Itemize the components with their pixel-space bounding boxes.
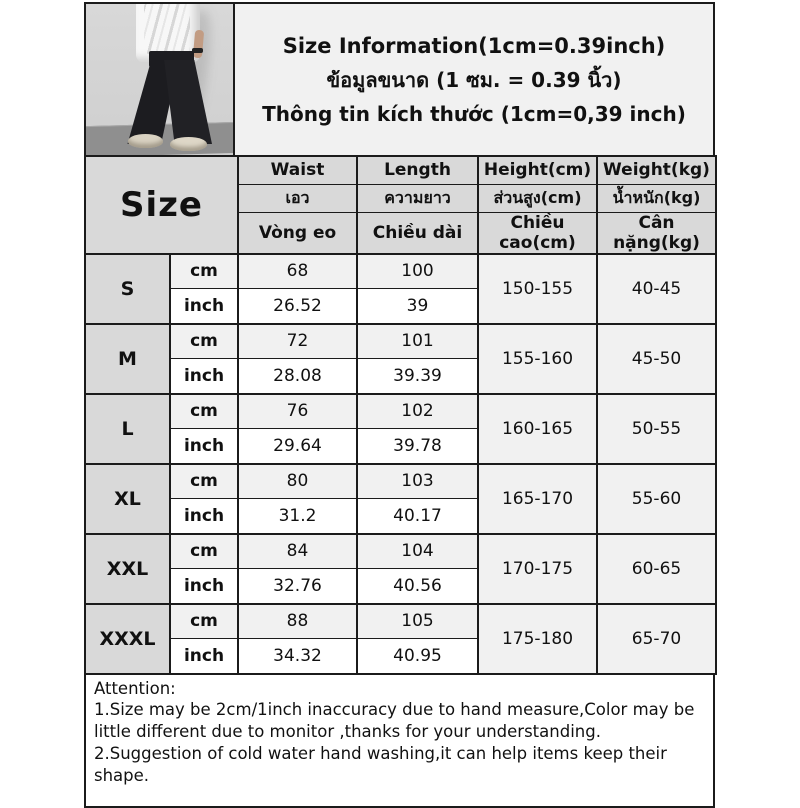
height-range: 165-170 — [478, 464, 597, 534]
waist-inch-value: 31.2 — [238, 499, 357, 534]
size-chart-sheet — [84, 2, 715, 808]
tshirt-print — [144, 2, 190, 54]
size-row-l-cm — [85, 394, 716, 429]
unit-label-cm: cm — [170, 324, 238, 359]
waist-inch-value: 32.76 — [238, 569, 357, 604]
length-cm-value: 102 — [357, 394, 478, 429]
waist-inch-value: 26.52 — [238, 289, 357, 324]
title-thai: ข้อมูลขนาด (1 ซม. = 0.39 นิ้ว) — [326, 67, 622, 92]
col-header-length-vi: Chiều dài — [357, 212, 478, 254]
model-shoe-left — [128, 134, 163, 148]
size-row-xxl-cm — [85, 534, 716, 569]
top-section — [84, 2, 715, 155]
col-header-waist-vi: Vòng eo — [238, 212, 357, 254]
unit-label-cm: cm — [170, 534, 238, 569]
col-header-weight-th: น้ำหนัก(kg) — [597, 184, 716, 212]
col-header-height-th: ส่วนสูง(cm) — [478, 184, 597, 212]
unit-label-inch: inch — [170, 499, 238, 534]
attention-note-1: 1.Size may be 2cm/1inch inaccuracy due to hand measure,Color may be little different due to monitor ,thanks for your understanding. — [94, 700, 695, 742]
height-range: 175-180 — [478, 604, 597, 674]
waist-cm-value: 72 — [238, 324, 357, 359]
col-header-waist-en: Waist — [238, 156, 357, 184]
title-vietnamese: Thông tin kích thước (1cm=0,39 inch) — [262, 101, 686, 126]
unit-label-cm: cm — [170, 604, 238, 639]
waist-cm-value: 68 — [238, 254, 357, 289]
unit-label-inch: inch — [170, 569, 238, 604]
weight-range: 65-70 — [597, 604, 716, 674]
height-range: 155-160 — [478, 324, 597, 394]
col-header-length-th: ความยาว — [357, 184, 478, 212]
weight-range: 40-45 — [597, 254, 716, 324]
col-header-height-en: Height(cm) — [478, 156, 597, 184]
title-english: Size Information(1cm=0.39inch) — [282, 33, 666, 58]
col-header-waist-th: เอว — [238, 184, 357, 212]
col-header-height-vi: Chiều cao(cm) — [478, 212, 597, 254]
unit-label-cm: cm — [170, 464, 238, 499]
weight-range: 55-60 — [597, 464, 716, 534]
waist-cm-value: 84 — [238, 534, 357, 569]
length-inch-value: 40.95 — [357, 639, 478, 674]
size-table — [84, 155, 717, 675]
size-label: S — [85, 254, 170, 324]
waist-cm-value: 80 — [238, 464, 357, 499]
length-inch-value: 39.39 — [357, 359, 478, 394]
weight-range: 60-65 — [597, 534, 716, 604]
product-photo — [84, 2, 235, 155]
unit-label-inch: inch — [170, 639, 238, 674]
waist-inch-value: 28.08 — [238, 359, 357, 394]
model-shoe-right — [170, 137, 207, 151]
height-range: 150-155 — [478, 254, 597, 324]
length-cm-value: 103 — [357, 464, 478, 499]
height-range: 160-165 — [478, 394, 597, 464]
size-row-m-cm — [85, 324, 716, 359]
unit-label-cm: cm — [170, 254, 238, 289]
weight-range: 50-55 — [597, 394, 716, 464]
attention-heading: Attention: — [94, 678, 176, 698]
size-label: M — [85, 324, 170, 394]
col-header-weight-vi: Cân nặng(kg) — [597, 212, 716, 254]
size-header-cell: Size — [85, 156, 238, 254]
length-cm-value: 100 — [357, 254, 478, 289]
length-inch-value: 39 — [357, 289, 478, 324]
col-header-length-en: Length — [357, 156, 478, 184]
unit-label-inch: inch — [170, 289, 238, 324]
size-label: XL — [85, 464, 170, 534]
unit-label-cm: cm — [170, 394, 238, 429]
size-row-s-cm — [85, 254, 716, 289]
waist-cm-value: 88 — [238, 604, 357, 639]
weight-range: 45-50 — [597, 324, 716, 394]
size-label: XXL — [85, 534, 170, 604]
height-range: 170-175 — [478, 534, 597, 604]
attention-note-2: 2.Suggestion of cold water hand washing,it can help items keep their shape. — [94, 744, 667, 786]
length-cm-value: 104 — [357, 534, 478, 569]
unit-label-inch: inch — [170, 359, 238, 394]
title-block — [235, 2, 715, 155]
size-row-xl-cm — [85, 464, 716, 499]
attention-notes — [84, 673, 715, 808]
waist-cm-value: 76 — [238, 394, 357, 429]
length-cm-value: 101 — [357, 324, 478, 359]
unit-label-inch: inch — [170, 429, 238, 464]
length-inch-value: 39.78 — [357, 429, 478, 464]
waist-inch-value: 29.64 — [238, 429, 357, 464]
length-inch-value: 40.56 — [357, 569, 478, 604]
size-label: L — [85, 394, 170, 464]
size-row-xxxl-cm — [85, 604, 716, 639]
length-inch-value: 40.17 — [357, 499, 478, 534]
waist-inch-value: 34.32 — [238, 639, 357, 674]
col-header-weight-en: Weight(kg) — [597, 156, 716, 184]
size-label: XXXL — [85, 604, 170, 674]
header-row-english — [85, 156, 716, 184]
length-cm-value: 105 — [357, 604, 478, 639]
